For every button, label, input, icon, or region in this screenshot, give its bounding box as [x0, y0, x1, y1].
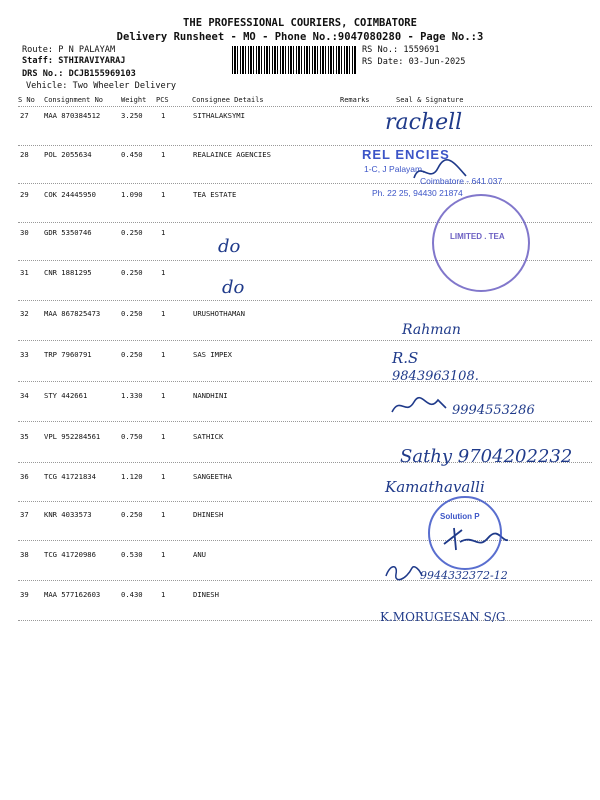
row-consignment: TRP 7960791: [44, 350, 92, 359]
row-divider: [18, 501, 592, 502]
barcode: [232, 46, 356, 74]
signature-row36: Kamathavalli: [385, 478, 485, 496]
row-pcs: 1: [161, 510, 166, 519]
row-consignee: DHINESH: [193, 510, 224, 519]
signature-row39: K.MORUGESAN S/G: [380, 610, 506, 624]
row-pcs: 1: [161, 228, 166, 237]
signature-row27: rachell: [385, 110, 463, 135]
row-weight: 0.250: [121, 268, 143, 277]
row-weight: 3.250: [121, 111, 143, 120]
row-consignee: TEA ESTATE: [193, 190, 237, 199]
row-consignee: REALAINCE AGENCIES: [193, 150, 271, 159]
row-sno: 32: [20, 309, 29, 318]
row-consignment: POL 2055634: [44, 150, 92, 159]
row-consignee: DINESH: [193, 590, 219, 599]
stamp-reliance-city: Coimbatore - 641 037: [420, 176, 503, 186]
row-sno: 28: [20, 150, 29, 159]
row-sno: 35: [20, 432, 29, 441]
row-divider: [18, 381, 592, 382]
row-pcs: 1: [161, 550, 166, 559]
row-divider: [18, 421, 592, 422]
staff-label: Staff: STHIRAVIYARAJ: [22, 56, 126, 66]
row-weight: 1.090: [121, 190, 143, 199]
row-pcs: 1: [161, 350, 166, 359]
row-sno: 36: [20, 472, 29, 481]
solution-seal: [428, 496, 502, 570]
row-consignment: MAA 577162603: [44, 590, 101, 599]
col-weight: Weight: [121, 96, 147, 104]
tea-estate-seal: [432, 194, 530, 292]
row-weight: 0.450: [121, 150, 143, 159]
solution-seal-text: Solution P: [440, 512, 480, 521]
row-pcs: 1: [161, 391, 166, 400]
row-consignee: URUSHOTHAMAN: [193, 309, 245, 318]
row-consignee: SITHALAKSYMI: [193, 111, 245, 120]
signature-row35: Sathy 9704202232: [400, 446, 573, 467]
row-weight: 0.250: [121, 228, 143, 237]
runsheet-subtitle: Delivery Runsheet - MO - Phone No.:9047080280 - Page No.:3: [116, 31, 484, 43]
row-sno: 29: [20, 190, 29, 199]
row-consignment: CNR 1881295: [44, 268, 92, 277]
row-divider: [18, 300, 592, 301]
drs-number: DRS No.: DCJB155969103: [22, 69, 136, 79]
ditto-row30: do: [218, 236, 241, 257]
row-pcs: 1: [161, 309, 166, 318]
row-consignee: SATHICK: [193, 432, 224, 441]
col-remarks: Remarks: [340, 96, 370, 104]
row-weight: 1.120: [121, 472, 143, 481]
row-consignment: MAA 867825473: [44, 309, 101, 318]
row-weight: 1.330: [121, 391, 143, 400]
row-consignment: COK 24445950: [44, 190, 96, 199]
row-sno: 30: [20, 228, 29, 237]
row-pcs: 1: [161, 590, 166, 599]
header-divider: [18, 106, 592, 107]
tea-estate-seal-text: LIMITED . TEA: [450, 232, 505, 241]
row-consignment: MAA 870384512: [44, 111, 101, 120]
col-seal-signature: Seal & Signature: [396, 96, 464, 104]
row-pcs: 1: [161, 190, 166, 199]
row-sno: 31: [20, 268, 29, 277]
phone-row33: 9843963108.: [392, 369, 479, 384]
row-pcs: 1: [161, 111, 166, 120]
phone-row34: 9994553286: [452, 403, 535, 418]
row-weight: 0.250: [121, 510, 143, 519]
row-sno: 38: [20, 550, 29, 559]
row-sno: 39: [20, 590, 29, 599]
route-label: Route: P N PALAYAM: [22, 45, 116, 55]
col-consignee: Consignee Details: [192, 96, 264, 104]
row-consignee: SANGEETHA: [193, 472, 232, 481]
row-sno: 37: [20, 510, 29, 519]
row-divider: [18, 620, 592, 621]
rs-number: RS No.: 1559691: [362, 45, 440, 55]
row-pcs: 1: [161, 432, 166, 441]
row-divider: [18, 183, 592, 184]
row-sno: 33: [20, 350, 29, 359]
vehicle-label: Vehicle: Two Wheeler Delivery: [26, 81, 177, 91]
row-consignment: STY 442661: [44, 391, 88, 400]
col-sno: S No: [18, 96, 35, 104]
row-weight: 0.750: [121, 432, 143, 441]
row-consignment: KNR 4033573: [44, 510, 92, 519]
signature-row28-mark: [410, 158, 470, 188]
row-consignee: NANDHINI: [193, 391, 228, 400]
ditto-row31: do: [222, 277, 245, 298]
row-weight: 0.250: [121, 309, 143, 318]
row-consignment: TCG 41721834: [44, 472, 96, 481]
row-pcs: 1: [161, 150, 166, 159]
stamp-reliance-name: REL ENCIES: [362, 147, 450, 162]
stamp-reliance-phone: Ph. 22 25, 94430 21874: [372, 188, 463, 198]
col-consignment: Consignment No: [44, 96, 104, 104]
row-weight: 0.250: [121, 350, 143, 359]
row-divider: [18, 340, 592, 341]
stamp-reliance-address: 1-C, J Palayam,: [364, 164, 425, 174]
row-sno: 27: [20, 111, 29, 120]
row-consignment: TCG 41720986: [44, 550, 96, 559]
rs-date: RS Date: 03-Jun-2025: [362, 57, 466, 67]
row-consignment: VPL 952284561: [44, 432, 101, 441]
row-pcs: 1: [161, 268, 166, 277]
signature-row34-mark: [388, 394, 450, 420]
signature-row38-mark: [382, 560, 424, 584]
phone-row38: 9944332372-12: [420, 569, 508, 582]
col-pcs: PCS: [156, 96, 169, 104]
signature-row32: Rahman: [402, 322, 461, 338]
row-consignee: ANU: [193, 550, 206, 559]
row-consignee: SAS IMPEX: [193, 350, 232, 359]
row-sno: 34: [20, 391, 29, 400]
row-weight: 0.530: [121, 550, 143, 559]
row-consignment: GDR 5350746: [44, 228, 92, 237]
row-pcs: 1: [161, 472, 166, 481]
company-title: THE PROFESSIONAL COURIERS, COIMBATORE: [183, 17, 417, 29]
signature-row33: R.S: [392, 349, 419, 367]
row-weight: 0.430: [121, 590, 143, 599]
row-divider: [18, 145, 592, 146]
